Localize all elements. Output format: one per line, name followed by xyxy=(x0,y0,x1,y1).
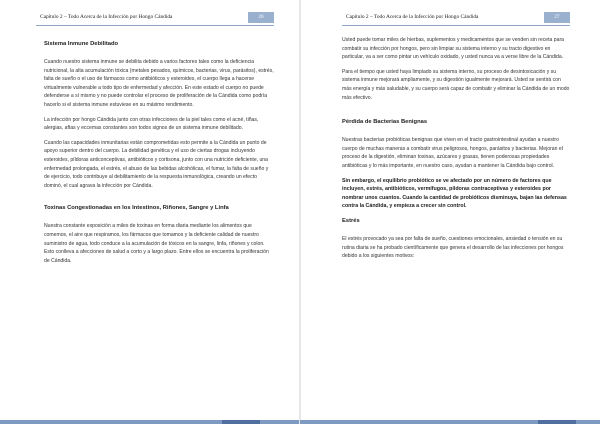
paragraph: Cuando nuestro sistema inmune se debilita debido a varios factores tales como la deficiencia nutricional, la alta acumulación tóxica (metales pesados, químicos, bacterias, virus, parásitos), estrés, falta de sueño o el uso de fármacos como antibióticos y esteroides, el cuerpo llega a hacerse virtualmente vulnerable a todo tipo de enfermedad y afección. En este estado el cuerpo no puede defenderse a sí mismo y no puede controlar el proceso de proliferación de la Cándida como podría hacerlo si el sistema inmune estuviese en su máximo rendimiento. xyxy=(44,59,274,108)
section-heading: Toxinas Congestionadas en los Intestinos, Riñones, Sangre y Linfa xyxy=(44,205,229,212)
paragraph: La infección por hongo Cándida junto con otras infecciones de la piel tales como el acné, tiñas, alergias, aftas y eccemas constantes son todos signos de un sistema inmune debilitado. xyxy=(44,116,259,132)
section-heading: Pérdida de Bacterias Benignas xyxy=(342,119,428,126)
paragraph: Usted puede tomar miles de hierbas, suplementos y medicamentos que se venden sin receta para combatir su infección por hongos, pero sin limpiar su sistema interno y su tracto digestivo en particular, va a ser como pintar un vehículo oxidado, y usted nunca va a verse libre de la Cándida. xyxy=(342,37,564,61)
page-footer-bar xyxy=(0,420,300,424)
section-heading: Sistema Inmune Debilitado xyxy=(44,41,119,47)
page-footer-bar xyxy=(300,420,600,424)
footer-tab xyxy=(538,420,576,424)
page-number: 27 xyxy=(544,12,570,23)
header-title: Capítulo 2 – Todo Acerca de la Infección por Hongo Cándida xyxy=(40,14,173,20)
paragraph: Nuestras bacterias probióticas benignas que viven en el tracto gastrointestinal ayudan a nuestro cuerpo de muchas maneras a combatir virus peligrosos, hongos, parásitos y bacterias. Mejoran el proceso de la digestión, eliminan toxinas, azúcares y grasas, tienen poderosas propiedades antibióticas y lo más importante, en nuestro caso, ayudan a mantener la Cándida bajo control. xyxy=(342,137,563,169)
paragraph: Para el tiempo que usted haya limpiado su sistema interno, su proceso de desintoxicación y su sistema inmune mejorará ampliamente, y su digestión igualmente mejorará. Usted se sentirá con más energía y más saludable, y su cuerpo será capaz de combatir y eliminar la Cándida de un modo más efectivo. xyxy=(342,68,570,101)
paragraph: Cuando las capacidades inmunitarias están comprometidas esto permite a la Cándida un punto de apoyo superior dentro del cuerpo. La debilidad genética y el uso de ciertas drogas incluyendo esteroides, píldoras anticonceptivas, antibióticos y cortisona, junto con una nutrición deficiente, una enfermedad prolongada, el estrés, el abuso de las bebidas alcohólicas, el fumar, la falta de sueño y de ejercicio, todo contribuye al debilitamiento de la respuesta inmunológica, creando un efecto dominó, el cual agrava la infección por Cándida. xyxy=(44,139,269,189)
right-page xyxy=(300,0,600,424)
paragraph: El estrés provocado ya sea por falta de sueño, cuestiones emocionales, ansiedad o tensión en su rutina diaria se ha probado científicamente que genera el desarrollo de las infecciones por hongos debido a los siguientes motivos: xyxy=(342,235,564,260)
page-header xyxy=(342,9,570,26)
footer-tab xyxy=(222,420,260,424)
header-title: Capítulo 2 – Todo Acerca de la Infección por Hongo Cándida xyxy=(346,14,479,20)
page-content xyxy=(342,36,570,267)
bold-paragraph: Sin embargo, el equilibrio probiótico se ve afectado por un número de factores que incluyen, estrés, antibióticos, vermífugos, píldoras contraceptivas y esteroides por nombrar unos cuantos. Cuando la cantidad de probióticos disminuya, bajan las defensas contra la Cándida, y empieza a crecer sin control. xyxy=(342,177,567,210)
section-heading: Estrés xyxy=(342,217,360,224)
page-number: 26 xyxy=(248,12,274,23)
page-header xyxy=(36,9,274,26)
paragraph: Nuestra constante exposición a miles de toxinas en forma diaria mediante los alimentos que comemos, el aire que respiramos, los fármacos que tomamos y la deficiente calidad de nuestro suministro de agua, todo conduce a la acumulación de tóxicos en la sangre, linfa, riñones y colon. Esto conlleva a afecciones de salud a corto y a largo plazo. Entre ellos se encuentra la proliferación de Cándida. xyxy=(44,223,269,264)
page-content xyxy=(44,40,274,271)
